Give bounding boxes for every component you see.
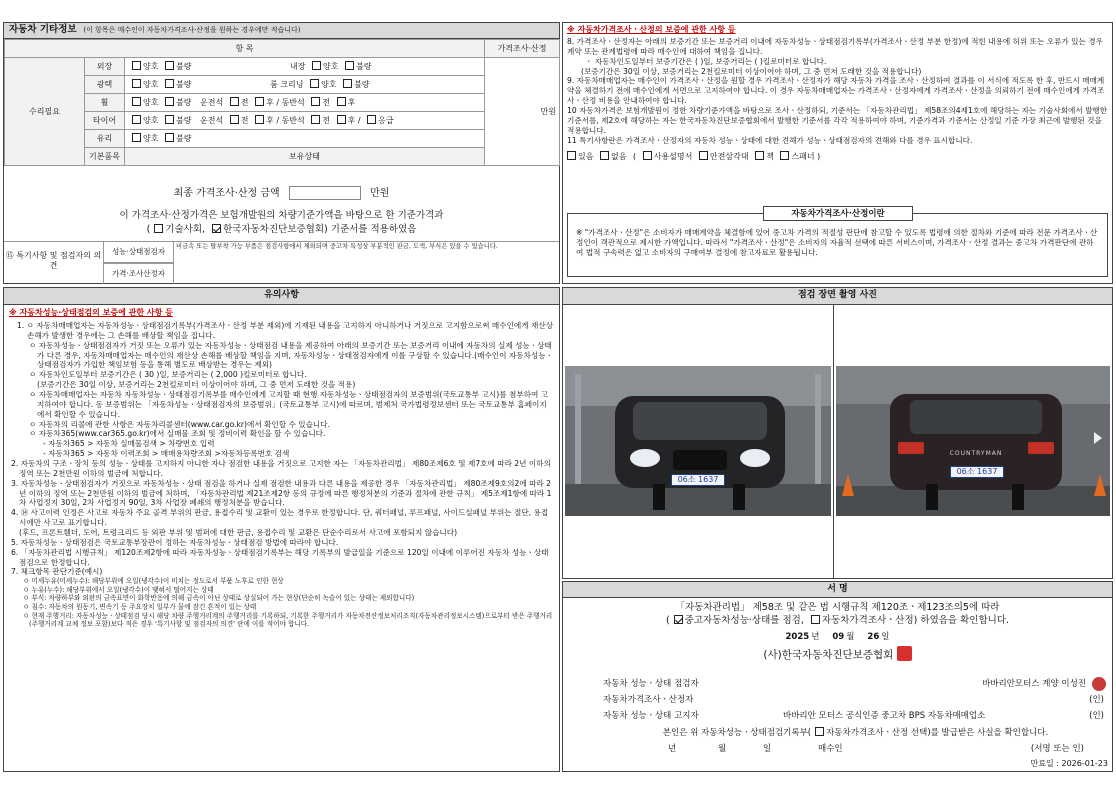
base-price-line2 [4, 223, 559, 237]
receipt-line [603, 727, 1108, 739]
note-4: 4. ⑭ 사고이력 인정은 사고로 자동차 주요 골격 부위의 판금, 용접수리 및 교환이 있는 경우로 한정합니다. 단, 쿼터패널, 루프패널, 사이드실패널 부위는 절단, 용접 시에만 사고로 표기합니다. [11, 508, 549, 528]
room-cleaning-label: 룸 크리닝 [270, 80, 304, 89]
rear-text: 후 [347, 116, 356, 125]
month-unit: 월 [846, 631, 855, 642]
criteria-1: ㅇ 미세누유(미세누수): 해당부위에 오일(냉각수)이 비치는 정도로서 부품 노후로 인한 현상 [23, 577, 284, 586]
notes-panel [3, 287, 560, 772]
note-4-sub: (후드, 프론트휀더, 도어, 트렁크리드 등 외판 부위 및 범퍼에 대한 판금, 용접수리 및 교환은 단순수리로서 사고에 포함되지 않습니다) [19, 528, 458, 538]
price-definition-title: 자동차가격조사·산정이란 [763, 206, 913, 221]
bad-text: 불량 [176, 134, 192, 143]
price-item-8-period: ㆍ 자동차인도일부터 보증기간은 ( )일, 보증거리는 ( )킬로미터로 합니다. [585, 56, 827, 66]
room-good-checkbox[interactable] [310, 79, 319, 88]
kaida-checkbox[interactable] [212, 224, 221, 233]
sign-row-appraiser [603, 695, 1108, 706]
price-appraisal-text: 자동차가격조사ㆍ산정) 하였음을 확인합니다. [821, 614, 1010, 626]
price-item-9: 9. 자동차매매업자는 매수인이 가격조사ㆍ산정을 원할 경우 가격조사ㆍ산정자가 해당 자동차 가격을 조사ㆍ산정하여 결과를 이 서식에 적도록 한 후, 반드시 매매계약을 체결하기 전에 매수인에게 서면으로 고지하여야 합니다. 이 경우 자동차매매업자는 가격조사ㆍ산정자에게 가격조사ㆍ산정을 의뢰하기 전에 매수인에게 가격조사ㆍ산정 비용을 안내하여야 합니다. [567, 76, 1105, 106]
note-3: 3. 자동차성능ㆍ상태점검자가 거짓으로 자동차성능ㆍ상태 점검을 하거나 실제 점검한 내용과 다른 내용을 제공한 경우 「자동차관리법」 제80조제9호의2에 따라 2년 이하의 징역 또는 2천만원 이하의 벌금에 처하며, 「자동차관리법 제21조제2항 등의 규정에 따른 행정처분의 기준과 절차에 관한 규칙」 제5조제1항에 따라 1차 사업정지 30일, 2차 사업정지 90일, 3차 사업장 폐쇄의 행정처분을 받습니다. [11, 478, 552, 508]
sign-row-inspector [603, 679, 1108, 690]
exterior-row [125, 58, 485, 76]
col-price-header: 가격조사·산정 [485, 40, 560, 58]
repair-needed-label: 수리필요 [5, 58, 85, 166]
driver-seat-text: 운전석 [200, 98, 224, 107]
note-7: 7. 체크항목 판단기준(예시) [11, 567, 103, 577]
good-text: 양호 [323, 62, 339, 71]
signature-panel [562, 581, 1113, 772]
tire-label: 타이어 [85, 112, 125, 130]
other-info-note: (이 항목은 매수인이 자동차가격조사·산정을 원하는 경우에만 적습니다) [83, 26, 301, 34]
interior-label: 내장 [290, 62, 306, 71]
buyer-label: 매수인 [818, 744, 843, 754]
sign-day: 26 [867, 631, 880, 642]
basic-items-label: 기본품목 [85, 148, 125, 166]
sign-row-notifier [603, 711, 1108, 722]
note-1b: ㅇ 자동차성능ㆍ상태점검자가 거짓 또는 오류가 있는 자동차성능ㆍ상태점검 내용을 제공하여 아래의 보증기간 또는 보증거리 이내에 자동차의 실제 성능ㆍ상태가 다른 경우, 자동차매매업자는 매수인의 재산상 손해를 배상할 책임을 지며, 자동차성능ㆍ상태점검자에게 이를 구상할 수 있습니다.(매수인이 자동차성능ㆍ상태점검자가 가입한 책임보험 등을 통해 별도로 배상받는 경우는 제외) [29, 340, 553, 370]
glass-good-checkbox[interactable] [132, 133, 141, 142]
used-car-inspect-text: 중고자동차성능·상태를 점검, [684, 614, 804, 626]
price-appraiser-label: 가격·조사산정자 [104, 263, 174, 284]
note-1d: (보증기간은 30일 이상, 보증거리는 2천킬로미터 이상이어야 하며, 그 중 먼저 도래한 것을 적용) [37, 380, 356, 390]
receipt-price-checkbox[interactable] [815, 727, 824, 736]
driver-seat-text: 운전석 [200, 116, 224, 125]
price-definition-box [567, 209, 1108, 277]
criteria-4: ㅇ 침수: 자동차의 원동기, 변속기 등 주요장치 일부가 물에 잠긴 흔적이 있는 상태 [23, 603, 257, 612]
special-notes-label: ⑮ 특기사항 및 점검자의 의견 [4, 242, 104, 284]
tire-good-checkbox[interactable] [132, 115, 141, 124]
tire-row: 양호 불량 운전석 전 후 / 동반석 전 후 / 응급 [125, 112, 485, 130]
note-1e: ㅇ 자동차매매업자는 자동차 자동차성능ㆍ상태점검기록부를 매수인에게 고지할 때 현행 자동차성능ㆍ상태점검자의 보증범위(국토교통부 고시)를 첨부하여 고지하여야 합니다. 동 보증범위는 「자동차성능ㆍ상태점검자의 보증범위」(국토교통부 고시)에 따르며, 범제처 국가법령정보센터 또는 국토교통부 홈페이지에서 확인할 수 있습니다. [29, 390, 549, 419]
front-car-image [565, 366, 831, 516]
price-item-11: 11 특기사항란은 가격조사ㆍ산정자의 자동차 성능ㆍ상태에 대한 견해가 성능ㆍ상태점검자의 견해와 다를 경우 표시합니다. [567, 135, 973, 145]
signature-law-line: 「자동차관리법」 제58조 및 같은 법 시행규칙 제120조ㆍ제123조의5에 따라 [675, 602, 1000, 613]
col-item-header: 항 목 [5, 40, 485, 58]
perf-inspector-label: 성능·상태점검자 [104, 242, 174, 263]
day-unit: 일 [881, 631, 890, 642]
buyer-day-label: 일 [763, 744, 772, 754]
bad-text: 불량 [176, 98, 192, 107]
price-guarantee-panel [562, 22, 1113, 284]
room-bad-checkbox[interactable] [343, 79, 352, 88]
held-status-label: 보유상태 [125, 148, 485, 166]
photos-header: 점검 장면 촬영 사진 [563, 288, 1112, 305]
bad-text: 불량 [356, 62, 372, 71]
rear-license-plate: 06소 1637 [950, 466, 1004, 478]
signature-header: 서 명 [563, 582, 1112, 598]
buyer-year-label: 년 [668, 744, 677, 754]
front-text: 전 [322, 116, 331, 125]
photo-divider [833, 305, 834, 578]
note-1i: - 자동차365 > 자동차 이력조회 > 매매용차량조회 >자동차등록번호 검색 [43, 449, 290, 459]
bad-text: 불량 [354, 80, 370, 89]
inspector-label: 자동차 성능ㆍ상태 점검자 [603, 679, 699, 689]
note-1a: 1. ㅇ 자동차매매업자는 자동차성능ㆍ상태점검기록부(가격조사ㆍ산정 부분 제외)에 기재된 내용을 고지하지 아니하거나 거짓으로 고지함으로써 매수인에게 재산상 손해가 발생한 경우에는 그 손해를 배상할 책임을 집니다. [17, 321, 554, 340]
yes-text: 있음 [578, 152, 594, 161]
price-appraisal-checkbox[interactable] [811, 615, 820, 624]
association-line [563, 646, 1112, 662]
final-price-row [4, 186, 559, 201]
good-text: 양호 [143, 80, 159, 89]
gloss-label: 광택 [85, 76, 125, 94]
front-text: 전 [322, 98, 331, 107]
criteria-5: ㅇ 현재 주행거리: 자동차성능ㆍ상태점검 당시 해당 차량 주행거리계의 주행거리를 기록하되, 기록한 주행거리가 자동차전산정보처리조직(자동차관리정보시스템)으로부터 받은 주행거리(주행거리계 교체 정보 포함)보다 적은 경우 '특기사항 및 점검자의 의견' 란에 이를 적어야 합니다. [23, 611, 553, 629]
price-definition-text: ※ "가격조사ㆍ산정"은 소비자가 매매계약을 체결함에 있어 중고차 가격의 적절성 판단에 참고할 수 있도록 법령에 의한 절차와 기준에 따라 전문 가격조사ㆍ산정인이 객관적으로 제시한 가액입니다. 따라서 "가격조사ㆍ산정"은 소비자의 자율적 선택에 따른 서비스이며, 가격조사ㆍ산정 결과는 중고차 가격판단에 관하여 법적 구속력은 없고 소비자의 구매여부 결정에 참고자료로 활용됩니다. [576, 228, 1098, 257]
no-text: 없음 [611, 152, 627, 161]
passenger-seat-text: / 동반석 [276, 116, 305, 125]
repair-price-unit: 만원 [485, 58, 560, 166]
wheel-driver-rear-checkbox[interactable] [255, 97, 264, 106]
rear-text: 후 [266, 116, 274, 125]
gloss-bad-checkbox[interactable] [165, 79, 174, 88]
tire-emergency-checkbox[interactable] [367, 115, 376, 124]
note-5: 5. 자동차성능ㆍ상태점검은 국토교통부장관이 정하는 자동차성능ㆍ상태점검 방법에 따라야 합니다. [11, 537, 339, 547]
interior-good-checkbox[interactable] [312, 61, 321, 70]
final-price-label: 최종 가격조사·산정 금액 [173, 188, 280, 199]
passenger-seat-text: / 동반석 [276, 98, 305, 107]
association-seal-icon [897, 646, 912, 661]
rear-text: 후 [266, 98, 274, 107]
buyer-month-label: 월 [718, 744, 727, 754]
tire-pass-front-checkbox[interactable] [311, 115, 320, 124]
receipt-text-b: 자동차가격조사ㆍ산정 선택)를 발급받은 사실을 확인합니다. [826, 728, 1049, 738]
exterior-good-checkbox[interactable] [132, 61, 141, 70]
association-name: (사)한국자동차진단보증협회 [763, 649, 894, 662]
photos-panel [562, 287, 1113, 579]
base-price-text [4, 209, 559, 237]
note-1c: ㅇ 자동차인도일부터 보증기간은 ( 30 )일, 보증거리는 ( 2,000 )킬로미터로 합니다. [29, 370, 307, 380]
good-text: 양호 [143, 62, 159, 71]
price-guarantee-heading: ※ 자동차가격조사ㆍ산정의 보증에 관한 사항 등 [567, 25, 736, 34]
notifier-seal: (인) [1089, 711, 1104, 721]
sign-year: 2025 [785, 631, 810, 642]
receipt-text-a: 본인은 위 자동차성능ㆍ상태점검기록부( [662, 728, 812, 738]
tire-driver-rear-checkbox[interactable] [255, 115, 264, 124]
wheel-row [125, 94, 485, 112]
glass-bad-checkbox[interactable] [165, 133, 174, 142]
spanner-text: 스패너 ) [791, 152, 821, 161]
other-info-title: 자동차 기타정보 [9, 24, 77, 35]
expiry-date: 만료일 : 2026-01-23 [1030, 759, 1108, 768]
tech-society-checkbox[interactable] [154, 224, 163, 233]
rear-photo[interactable] [836, 366, 1110, 516]
front-text: 전 [240, 116, 249, 125]
paren-open: ( [633, 152, 637, 161]
good-text: 양호 [143, 134, 159, 143]
gloss-good-checkbox[interactable] [132, 79, 141, 88]
wheel-pass-rear-checkbox[interactable] [337, 97, 346, 106]
tire-driver-front-checkbox[interactable] [230, 115, 239, 124]
final-price-unit: 만원 [370, 188, 390, 199]
sign-month: 09 [832, 631, 845, 642]
glass-row [125, 130, 485, 148]
front-photo[interactable] [565, 366, 831, 516]
interior-bad-checkbox[interactable] [345, 61, 354, 70]
gloss-row [125, 76, 485, 94]
signature-date [563, 632, 1112, 643]
next-photo-icon[interactable] [1094, 432, 1102, 444]
wheel-good-checkbox[interactable] [132, 97, 141, 106]
criteria-2: ㅇ 누유(누수): 해당부위에서 오일(냉각수)이 맺혀서 떨어지는 상태 [23, 585, 214, 594]
buyer-seal: (서명 또는 인) [1030, 744, 1084, 754]
final-price-input[interactable] [289, 186, 361, 200]
rear-badge: COUNTRYMAN [949, 450, 1003, 457]
base-price-line1: 이 가격조사·산정가격은 보험개발원의 차량기준가액을 바탕으로 한 기준가격과 [119, 210, 444, 221]
other-info-header [4, 23, 559, 39]
inspector-value: 바바리안모터스 계양 이성진 [982, 679, 1086, 689]
bad-text: 불량 [176, 116, 192, 125]
triangle-text: 안전삼각대 [709, 152, 749, 161]
glass-label: 유리 [85, 130, 125, 148]
notes-header: 유의사항 [4, 288, 559, 305]
appraiser-seal: (인) [1089, 695, 1104, 705]
exterior-label: 외장 [85, 58, 125, 76]
paren-open: ( [146, 223, 151, 235]
rear-text: 후 [347, 98, 356, 107]
exterior-bad-checkbox[interactable] [165, 61, 174, 70]
signature-confirm-line [563, 615, 1112, 627]
jack-text: 잭 [766, 152, 774, 161]
note-1g: ㅇ 자동차365(www.car365.go.kr)에서 실매물 조회 및 정비이력 확인을 할 수 있습니다. [29, 429, 326, 439]
price-item-8: 8. 가격조사ㆍ산정자는 아래의 보증기간 또는 보증거리 이내에 자동차성능ㆍ상태점검기록부(가격조사ㆍ산정 부분 한정)에 적힌 내용에 허위 또는 오류가 있는 경우 계약 또는 관계법령에 따라 매수인에 대하여 책임을 집니다. [567, 37, 1103, 56]
notifier-label: 자동차 성능ㆍ상태 고지자 [603, 711, 699, 721]
note-1f: ㅇ 자동차의 리콜에 관한 사항은 자동차리콜센터(www.car.go.kr)에서 확인할 수 있습니다. [29, 419, 330, 429]
bad-text: 불량 [176, 80, 192, 89]
good-text: 양호 [143, 98, 159, 107]
price-item-8-note: (보증기간은 30일 이상, 보증거리는 2천킬로미터 이상이어야 하며, 그 중 먼저 도래한 것을 적용합니다) [581, 66, 922, 76]
kaida-text: 한국자동차진단보증협회) 기준서를 적용하였음 [223, 223, 417, 235]
good-text: 양호 [321, 80, 337, 89]
front-license-plate: 06소 1637 [671, 474, 725, 486]
wheel-driver-front-checkbox[interactable] [230, 97, 239, 106]
bad-text: 불량 [176, 62, 192, 71]
price-item-10: 10 자동차가격은 보험개발원이 정한 차량기준가액을 바탕으로 조사ㆍ산정하되, 기준서는 「자동차관리법」 제58조의4제1호에 해당하는 자는 기술사회에서 발행한 기준서를, 제2호에 해당하는 자는 한국자동차진단보증협회에서 발행한 기준서를 각각 적용하여야 하며, 기준가격과 기준서는 산정일 기준 가장 최근에 발행된 것을 적용합니다. [567, 106, 1108, 135]
tire-pass-rear-checkbox[interactable] [337, 115, 346, 124]
criteria-3: ㅇ 부식: 차량하부와 외판의 금속표면이 화학반응에 의해 금속이 아닌 상태로 상실되어 가는 현상(단순히 녹슬어 있는 상태는 제외합니다) [23, 594, 415, 603]
year-unit: 년 [811, 631, 820, 642]
inspector-seal-icon [1092, 677, 1106, 691]
wheel-bad-checkbox[interactable] [165, 97, 174, 106]
paren-open: ( [665, 614, 670, 626]
perf-inspector-text: 비금속 또는 탈부착 가능 부품은 점검사항에서 제외되며 중고차 특성상 부분적인 판금, 도색, 부식은 있을 수 있습니다. [176, 243, 498, 250]
appraiser-label: 자동차가격조사ㆍ산정자 [603, 695, 694, 705]
used-car-inspect-checkbox[interactable] [674, 615, 683, 624]
note-2: 2. 자동차의 구조ㆍ장치 등의 성능ㆍ상태를 고지하지 아니한 자나 점검한 내용을 거짓으로 고지한 자는 「자동차관리법」 제80조제6호 및 제7호에 따라 2년 이하의 징역 또는 2천만원 이하의 벌금에 처합니다. [11, 459, 551, 478]
notifier-value: 바바리안 모터스 공식인증 중고차 BPS 자동차매매업소 [783, 711, 986, 721]
note-6: 6. 「자동차관리법 시행규칙」 제120조제2항에 따라 자동차성능ㆍ상태점검기록부는 해당 기록부의 발급일을 기준으로 120일 이내에 이루어진 자동차 성능ㆍ상태점검으로 한정합니다. [11, 547, 549, 567]
emergency-text: 응급 [378, 116, 394, 125]
wheel-pass-front-checkbox[interactable] [311, 97, 320, 106]
tire-bad-checkbox[interactable] [165, 115, 174, 124]
tech-society-text: 기술사회, [165, 223, 206, 235]
notes-heading: ※ 자동차성능·상태점검의 보증에 관한 사항 등 [9, 308, 173, 317]
note-1h: - 자동차365 > 자동차 실매물검색 > 차량번호 입력 [43, 439, 215, 449]
manual-text: 사용설명서 [653, 152, 693, 161]
wheel-label: 휠 [85, 94, 125, 112]
good-text: 양호 [143, 116, 159, 125]
front-text: 전 [240, 98, 249, 107]
rear-car-image [836, 366, 1110, 516]
special-notes-block [4, 241, 559, 283]
